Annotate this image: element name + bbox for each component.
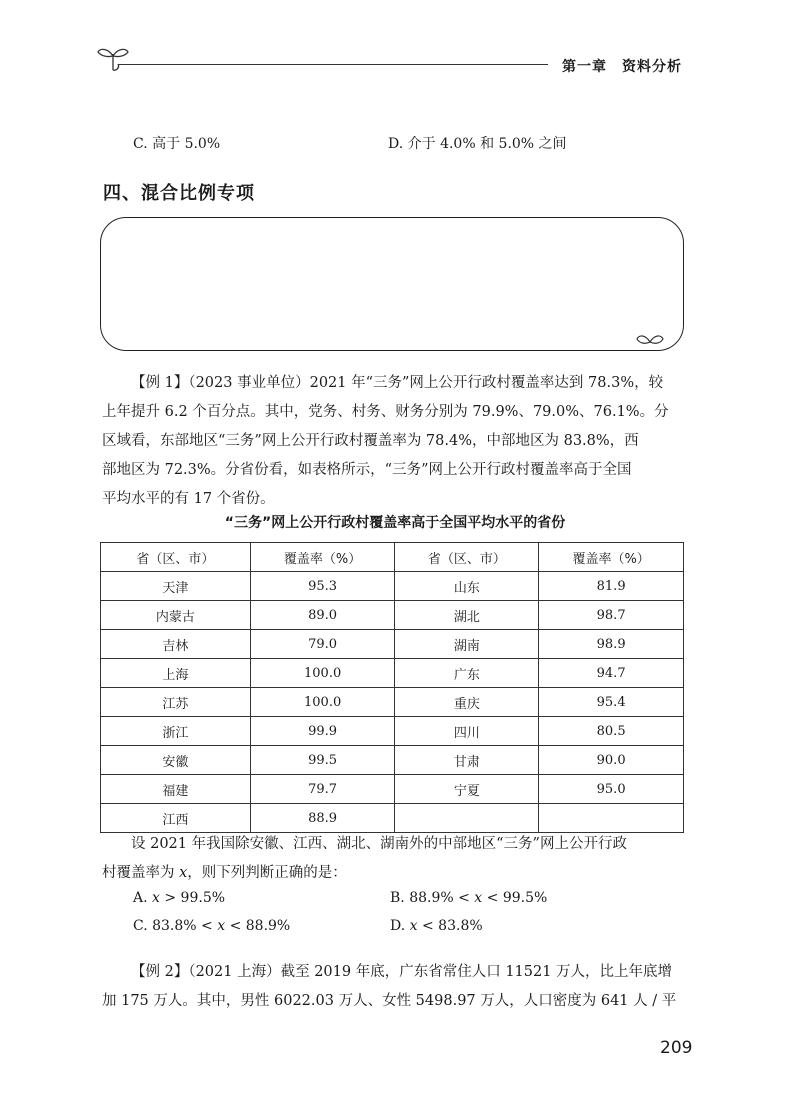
example-1-line: 【例 1】（2023 事业单位）2021 年“三务”网上公开行政村覆盖率达到 78.3%，较 (131, 375, 664, 391)
variable-x: x (179, 865, 188, 881)
table-cell: 79.7 (250, 775, 395, 804)
variable-x: x (409, 918, 418, 934)
table-cell: 上海 (101, 659, 251, 688)
section-title: 四、混合比例专项 (103, 183, 255, 204)
example-1-line: 平均水平的有 17 个省份。 (102, 491, 275, 507)
question-text: ，则下列判断正确的是： (187, 865, 347, 881)
table-cell: 安徽 (101, 746, 251, 775)
table-cell (395, 804, 539, 833)
table-cell: 天津 (101, 572, 251, 601)
table-cell: 浙江 (101, 717, 251, 746)
table-row (101, 775, 684, 804)
table-cell: 81.9 (539, 572, 684, 601)
sprout-logo-icon (96, 44, 130, 72)
table-cell: 99.9 (250, 717, 395, 746)
example-1-line: 区域看，东部地区“三务”网上公开行政村覆盖率为 78.4%，中部地区为 83.8%，西 (102, 433, 639, 449)
header-rule (118, 64, 548, 65)
option-text: < 99.5% (482, 890, 548, 906)
option-c (133, 918, 290, 934)
table-row (101, 804, 684, 833)
table-cell: 98.9 (539, 630, 684, 659)
prev-option-d: D. 介于 4.0% 和 5.0% 之间 (388, 136, 567, 152)
table-cell: 95.3 (250, 572, 395, 601)
example-1-paragraph (102, 369, 692, 514)
table-cell: 山东 (395, 572, 539, 601)
variable-x: x (217, 918, 226, 934)
table-cell: 80.5 (539, 717, 684, 746)
prev-option-c: C. 高于 5.0% (133, 136, 221, 152)
table-cell: 100.0 (250, 659, 395, 688)
question-line: 设 2021 年我国除安徽、江西、湖北、湖南外的中部地区“三务”网上公开行政 (131, 836, 627, 852)
table-cell: 江西 (101, 804, 251, 833)
option-text: D. (390, 918, 410, 934)
option-text: > 99.5% (159, 890, 226, 906)
table-row (101, 746, 684, 775)
option-text: A. (133, 890, 153, 906)
table-cell: 95.4 (539, 688, 684, 717)
note-box (100, 217, 684, 351)
table-header-cell: 省（区、市） (101, 543, 251, 572)
page-number: 209 (660, 1038, 693, 1058)
leaf-ornament-icon (636, 332, 664, 348)
example-2-paragraph (102, 958, 692, 1016)
table-cell: 99.5 (250, 746, 395, 775)
table-header-cell: 覆盖率（%） (539, 543, 684, 572)
table-cell: 四川 (395, 717, 539, 746)
example-1-line: 部地区为 72.3%。分省份看，如表格所示，“三务”网上公开行政村覆盖率高于全国 (102, 462, 632, 478)
option-a (133, 890, 225, 906)
table-header-cell: 覆盖率（%） (250, 543, 395, 572)
table-cell: 广东 (395, 659, 539, 688)
question-paragraph (102, 830, 692, 888)
table-cell: 湖南 (395, 630, 539, 659)
table-cell: 甘肃 (395, 746, 539, 775)
coverage-table (100, 542, 684, 833)
table-cell: 福建 (101, 775, 251, 804)
table-row (101, 630, 684, 659)
table-cell (539, 804, 684, 833)
table-cell: 100.0 (250, 688, 395, 717)
table-cell: 89.0 (250, 601, 395, 630)
option-b (390, 890, 547, 906)
table-row (101, 659, 684, 688)
option-text: C. 83.8% < (133, 918, 218, 934)
example-2-line: 加 175 万人。其中，男性 6022.03 万人、女性 5498.97 万人，人口密度为 641 人 / 平 (102, 993, 677, 1009)
table-cell: 79.0 (250, 630, 395, 659)
table-header-row (101, 543, 684, 572)
example-1-line: 上年提升 6.2 个百分点。其中，党务、村务、财务分别为 79.9%、79.0%、76.1%。分 (102, 404, 669, 420)
variable-x: x (152, 890, 160, 906)
option-text: < 88.9% (225, 918, 291, 934)
table-cell: 内蒙古 (101, 601, 251, 630)
table-cell: 吉林 (101, 630, 251, 659)
variable-x: x (474, 890, 483, 906)
table-cell: 95.0 (539, 775, 684, 804)
table-title: “三务”网上公开行政村覆盖率高于全国平均水平的省份 (224, 515, 566, 531)
table-cell: 88.9 (250, 804, 395, 833)
table-cell: 98.7 (539, 601, 684, 630)
example-2-line: 【例 2】（2021 上海）截至 2019 年底，广东省常住人口 11521 万人，比上年底增 (131, 964, 673, 980)
table-row (101, 572, 684, 601)
question-text: 村覆盖率为 (102, 865, 180, 881)
table-cell: 重庆 (395, 688, 539, 717)
table-cell: 湖北 (395, 601, 539, 630)
table-row (101, 717, 684, 746)
table-row (101, 688, 684, 717)
option-text: B. 88.9% < (390, 890, 475, 906)
table-row (101, 601, 684, 630)
table-cell: 90.0 (539, 746, 684, 775)
option-d (390, 918, 483, 934)
chapter-title: 第一章 资料分析 (562, 59, 682, 75)
option-text: < 83.8% (417, 918, 483, 934)
question-line (102, 859, 692, 888)
table-cell: 宁夏 (395, 775, 539, 804)
table-cell: 江苏 (101, 688, 251, 717)
table-header-cell: 省（区、市） (395, 543, 539, 572)
table-cell: 94.7 (539, 659, 684, 688)
